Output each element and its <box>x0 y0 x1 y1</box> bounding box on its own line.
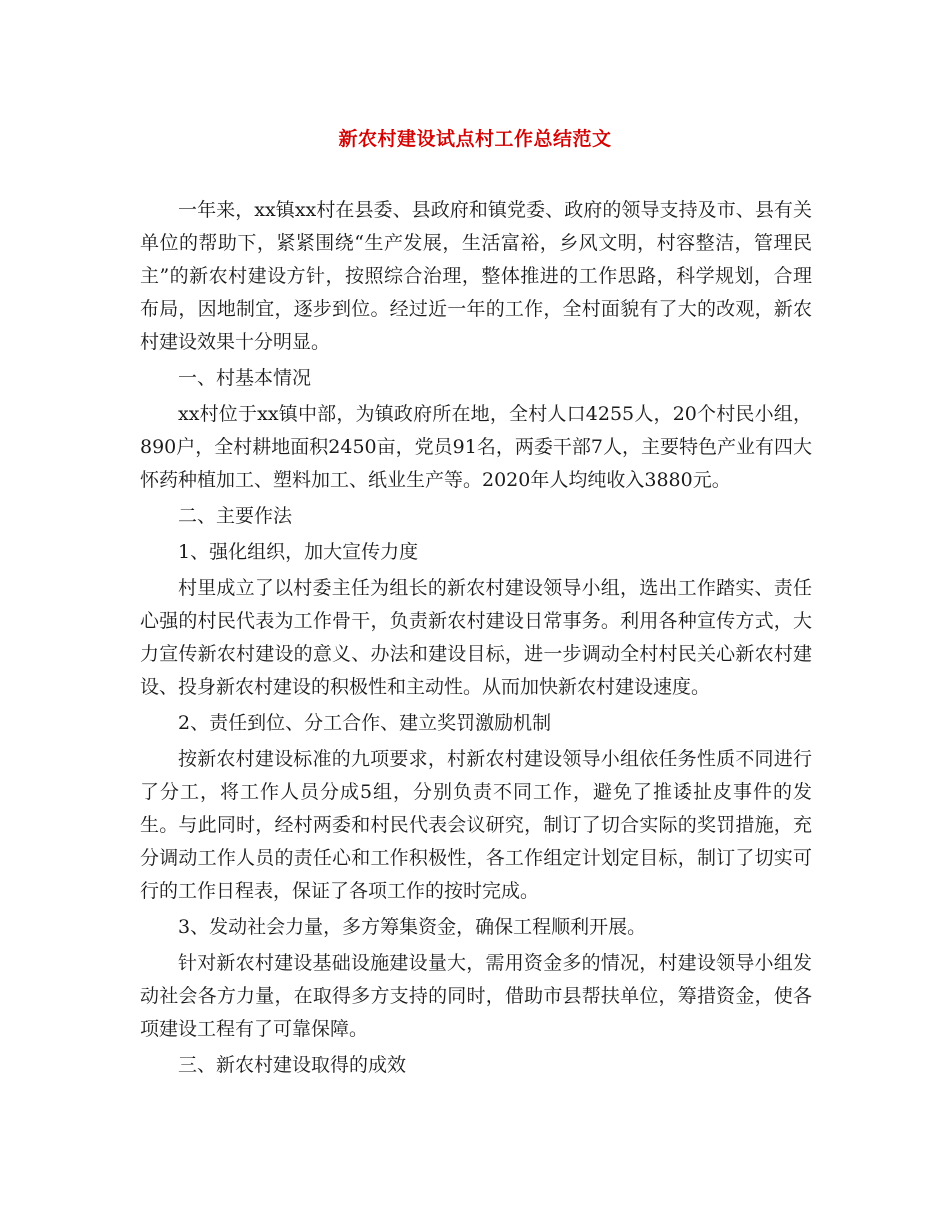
paragraph-basic-info: xx村位于xx镇中部，为镇政府所在地，全村人口4255人，20个村民小组，890户，全村耕地面积2450亩，党员91名，两委干部7人，主要特色产业有四大怀药种植加工、塑料加工、纸业生产等。2020年人均纯收入3880元。 <box>140 403 812 491</box>
section-heading-basic-info: 一、村基本情况 <box>178 367 312 389</box>
document-title: 新农村建设试点村工作总结范文 <box>338 128 612 150</box>
section-heading-results: 三、新农村建设取得的成效 <box>178 1054 407 1076</box>
paragraph-responsibility: 按新农村建设标准的九项要求，村新农村建设领导小组依任务性质不同进行了分工，将工作人员分成5组，分别负责不同工作，避免了推诿扯皮事件的发生。与此同时，经村两委和村民代表会议研究，制订了切合实际的奖罚措施，充分调动工作人员的责任心和工作积极性，各工作组定计划定目标，制订了切实可行的工作日程表，保证了各项工作的按时完成。 <box>140 748 812 902</box>
subheading-funding: 3、发动社会力量，多方筹集资金，确保工程顺利开展。 <box>178 916 647 938</box>
section-heading-main-methods: 二、主要作法 <box>178 505 293 527</box>
document-body <box>140 194 812 1085</box>
subheading-responsibility: 2、责任到位、分工合作、建立奖罚激励机制 <box>178 712 552 734</box>
subheading-organization: 1、强化组织，加大宣传力度 <box>178 541 419 563</box>
paragraph-intro: 一年来，xx镇xx村在县委、县政府和镇党委、政府的领导支持及市、县有关单位的帮助下，紧紧围绕“生产发展，生活富裕，乡风文明，村容整洁，管理民主”的新农村建设方针，按照综合治理，整体推进的工作思路，科学规划，合理布局，因地制宜，逐步到位。经过近一年的工作，全村面貌有了大的改观，新农村建设效果十分明显。 <box>140 199 812 353</box>
paragraph-organization: 村里成立了以村委主任为组长的新农村建设领导小组，选出工作踏实、责任心强的村民代表为工作骨干，负责新农村建设日常事务。利用各种宣传方式，大力宣传新农村建设的意义、办法和建设目标，进一步调动全村村民关心新农村建设、投身新农村建设的积极性和主动性。从而加快新农村建设速度。 <box>140 577 812 698</box>
paragraph-funding: 针对新农村建设基础设施建设量大，需用资金多的情况，村建设领导小组发动社会各方力量，在取得多方支持的同时，借助市县帮扶单位，筹措资金，使各项建设工程有了可靠保障。 <box>140 952 812 1040</box>
